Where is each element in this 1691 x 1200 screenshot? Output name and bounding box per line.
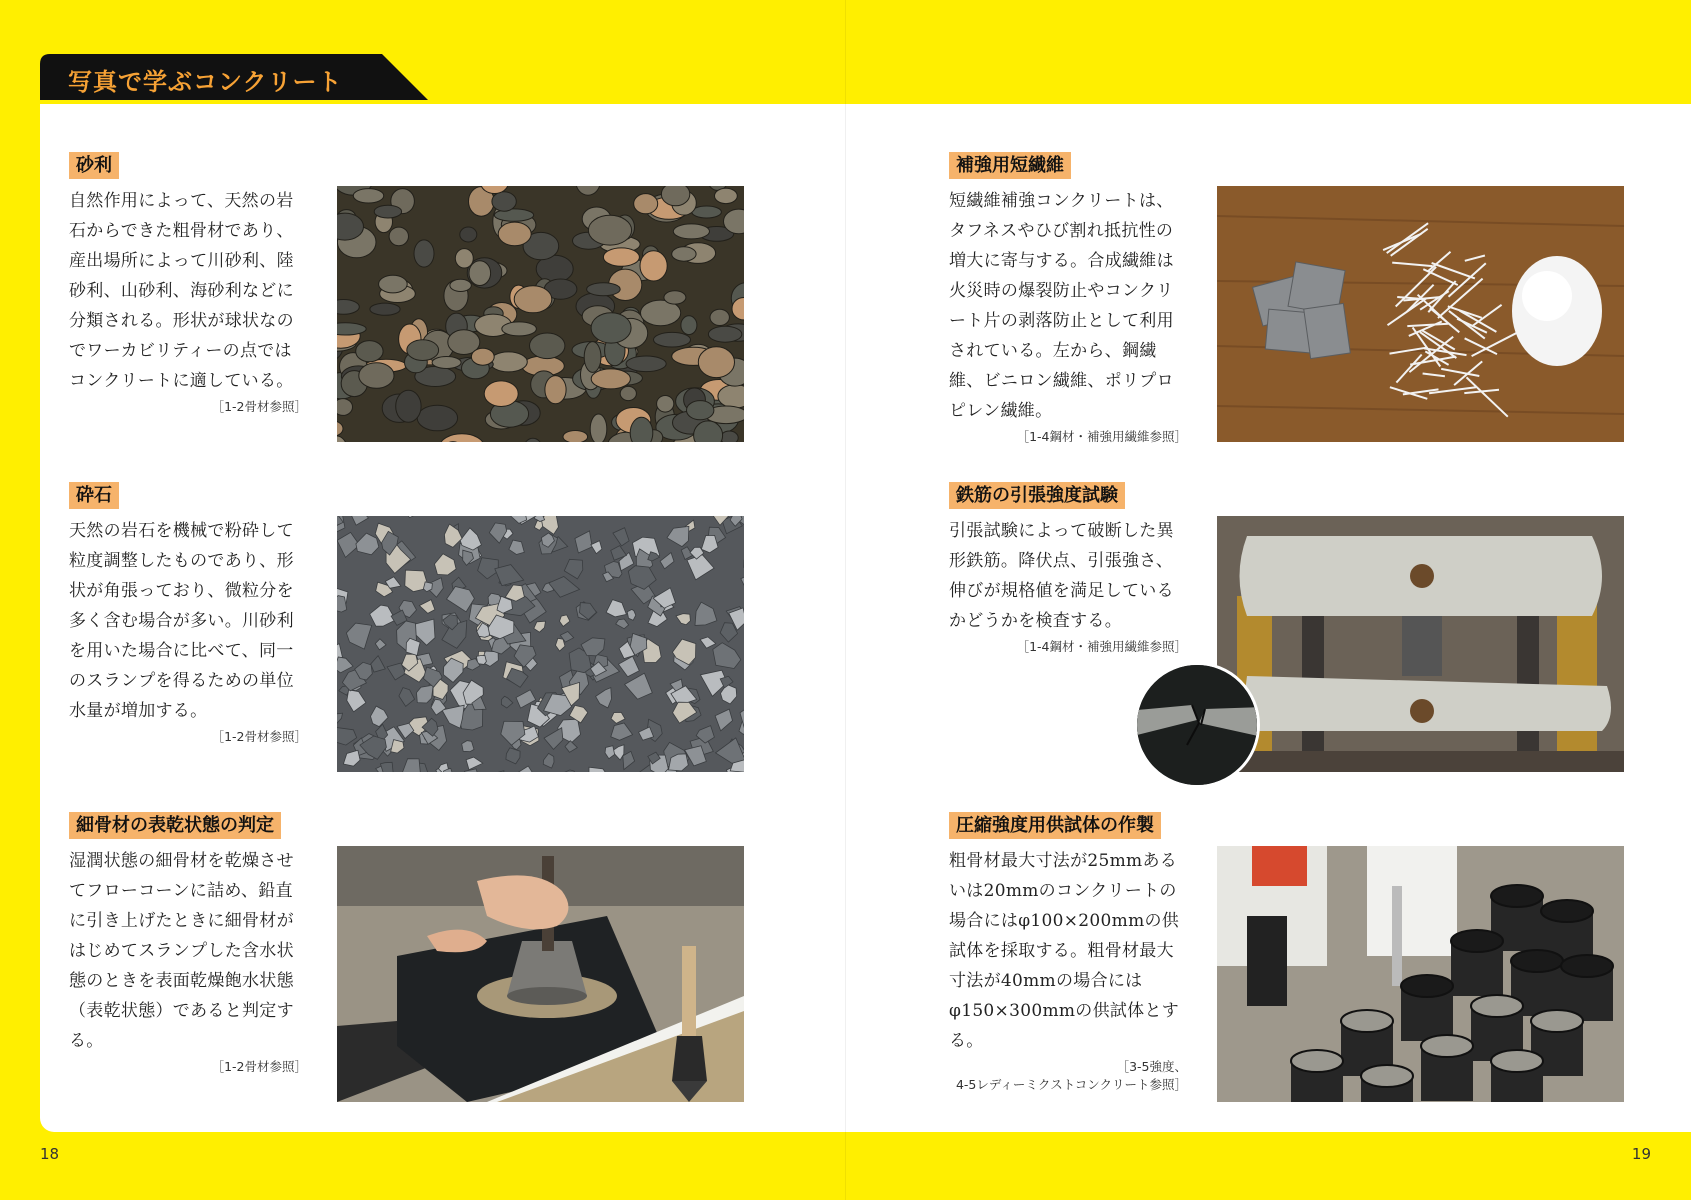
- section-title: 細骨材の表乾状態の判定: [69, 812, 281, 839]
- page-spine: [845, 0, 846, 1200]
- section-body: 引張試験によって破断した異形鉄筋。降伏点、引張強さ、伸びが規格値を満足しているかどうかを検査する。: [949, 521, 1174, 631]
- section-title: 圧縮強度用供試体の作製: [949, 812, 1161, 839]
- tensile-machine-photo: [1217, 516, 1624, 772]
- section-title: 砕石: [69, 482, 119, 509]
- page-number-right: 19: [1631, 1145, 1651, 1163]
- page-number-left: 18: [40, 1145, 60, 1163]
- section-body: 短繊維補強コンクリートは、タフネスやひび割れ抵抗性の増大に寄与する。合成繊維は火災時の爆裂防止やコンクリート片の剥落防止として利用されている。左から、鋼繊維、ビニロン繊維、ポリプロピレン繊維。: [949, 191, 1174, 421]
- section-tensile-test: [949, 482, 1689, 782]
- section-body: 自然作用によって、天然の岩石からできた粗骨材であり、産出場所によって川砂利、陸砂利、山砂利、海砂利などに分類される。形状が球状なのでワーカビリティーの点ではコンクリートに適している。: [69, 191, 294, 391]
- header-banner: [40, 54, 428, 100]
- specimen-molds-photo: [1217, 846, 1624, 1102]
- page-title: 写真で学ぶコンクリート: [68, 68, 343, 96]
- section-title: 鉄筋の引張強度試験: [949, 482, 1125, 509]
- section-reference: ［1-4鋼材・補強用繊維参照］: [1016, 429, 1187, 444]
- section-body: 湿潤状態の細骨材を乾燥させてフローコーンに詰め、鉛直に引き上げたときに細骨材がはじめてスランプした含水状態のときを表面乾燥飽水状態（表乾状態）であると判定する。: [69, 851, 294, 1051]
- section-specimen-preparation: [949, 812, 1689, 1112]
- section-title: 砂利: [69, 152, 119, 179]
- section-reference: ［1-4鋼材・補強用繊維参照］: [1016, 639, 1187, 654]
- fibers-photo: [1217, 186, 1624, 442]
- reference-line-1: ［3-5強度、: [1116, 1059, 1187, 1074]
- crushed-stone-photo: [337, 516, 744, 772]
- section-body: 天然の岩石を機械で粉砕して粒度調整したものであり、形状が角張っており、微粒分を多く含む場合が多い。川砂利を用いた場合に比べて、同一のスランプを得るための単位水量が増加する。: [69, 521, 294, 721]
- section-short-fibers: [949, 152, 1689, 452]
- section-body: 粗骨材最大寸法が25mmあるいは20mmのコンクリートの場合にはφ100×200mmの供試体を採取する。粗骨材最大寸法が40mmの場合にはφ150×300mmの供試体とする。: [949, 851, 1180, 1051]
- flow-cone-photo: [337, 846, 744, 1102]
- section-reference: [956, 1058, 1187, 1094]
- section-title: 補強用短繊維: [949, 152, 1071, 179]
- fracture-closeup-inset: [1134, 662, 1260, 788]
- reference-line-2: 4-5レディーミクストコンクリート参照］: [955, 1077, 1187, 1092]
- gravel-photo: [337, 186, 744, 442]
- section-reference: ［1-2骨材参照］: [211, 729, 307, 744]
- section-reference: ［1-2骨材参照］: [211, 399, 307, 414]
- section-gravel: [69, 152, 809, 452]
- section-crushed-stone: [69, 482, 809, 782]
- section-reference: ［1-2骨材参照］: [211, 1059, 307, 1074]
- section-fine-aggregate-test: [69, 812, 809, 1112]
